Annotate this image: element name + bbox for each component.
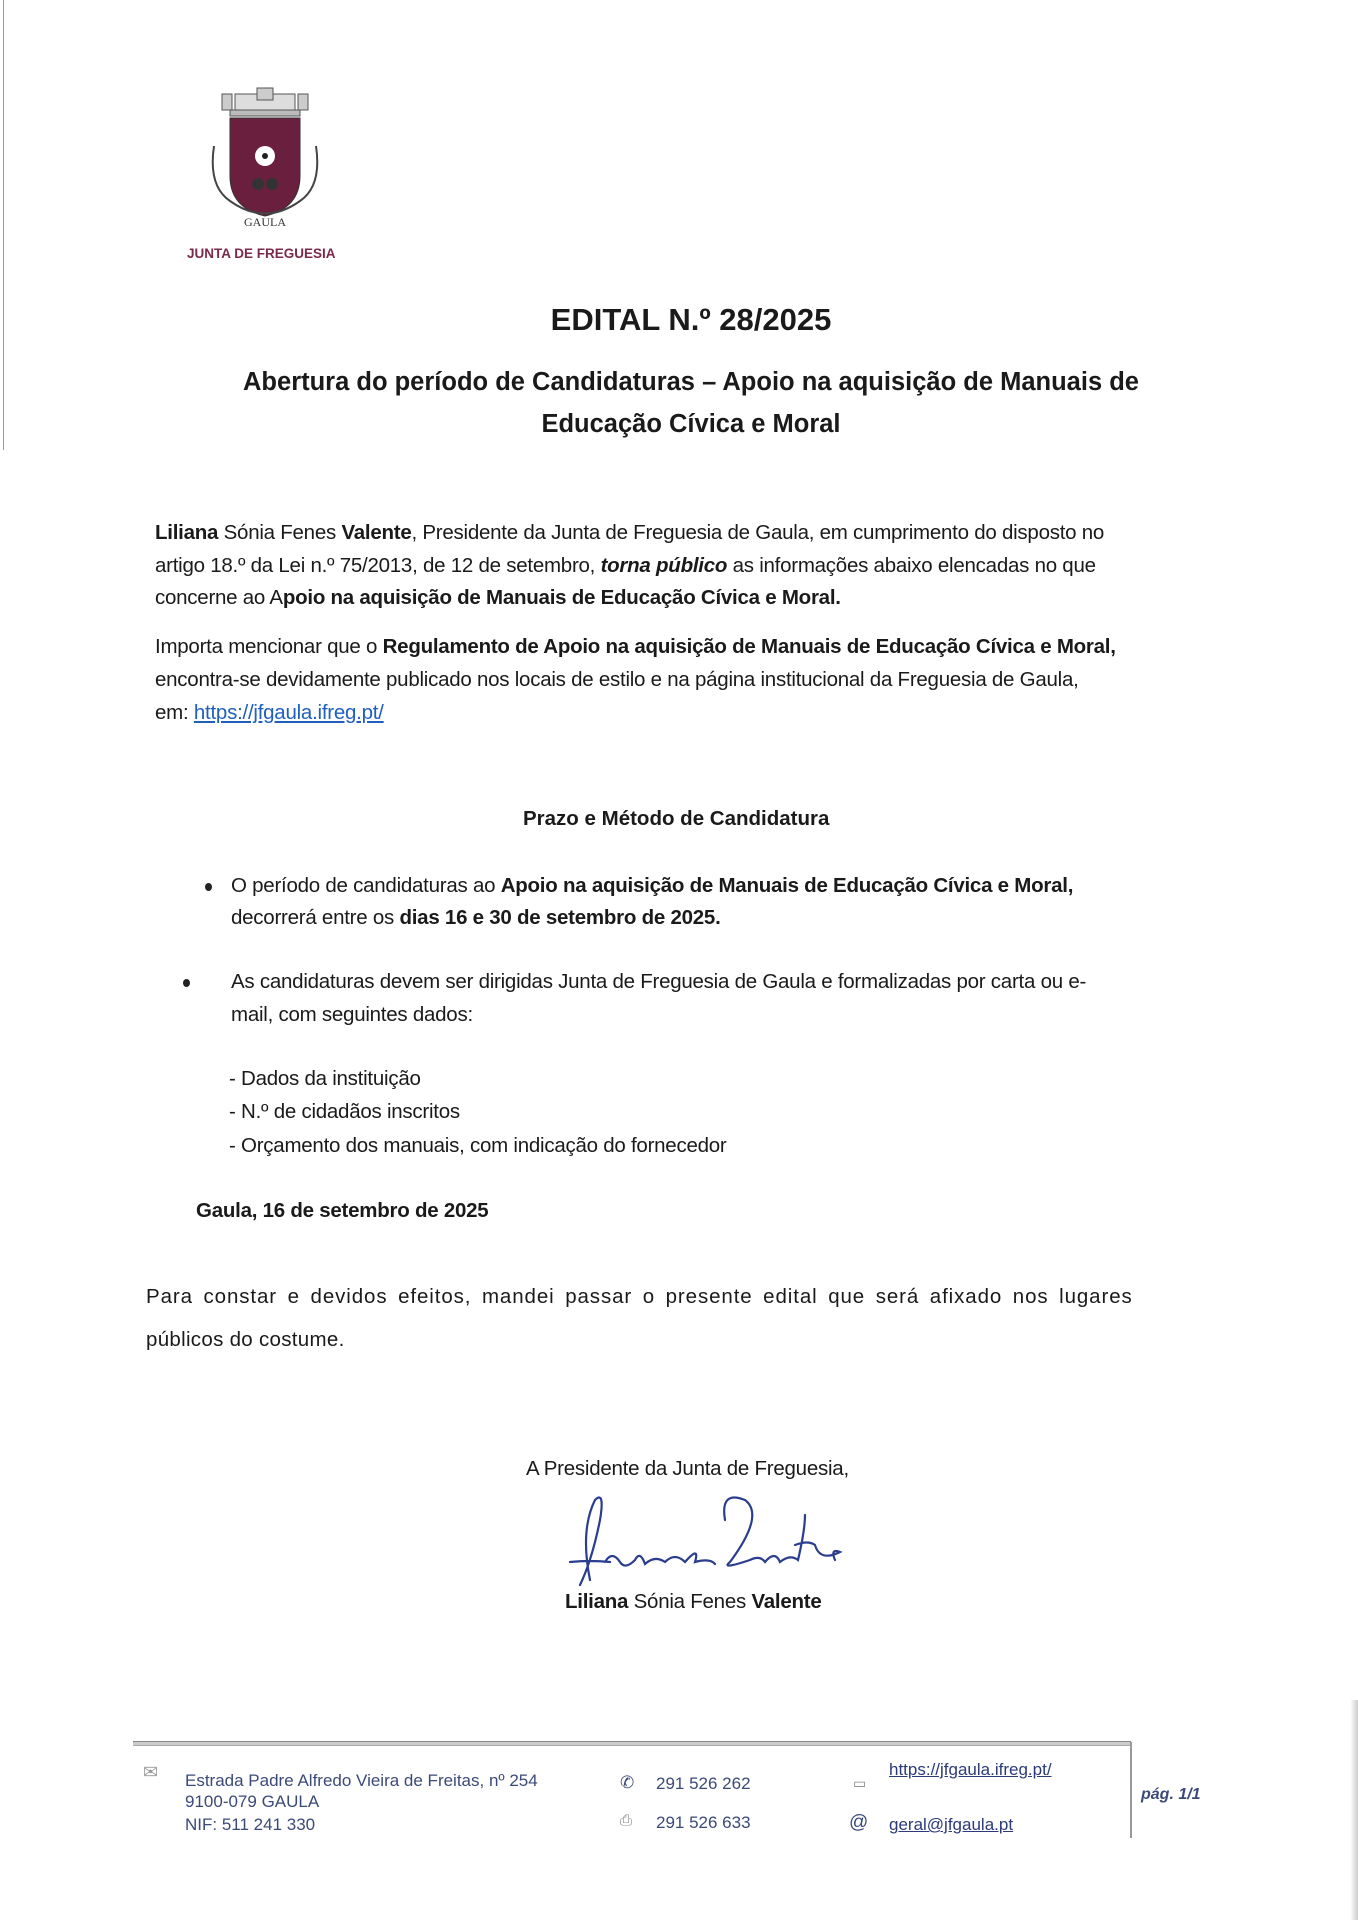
envelope-icon: ✉ [143, 1762, 159, 1782]
footer-address-2: 9100-079 GAULA [185, 1792, 320, 1811]
page-number: pág. 1/1 [1141, 1786, 1201, 1803]
footer-email [889, 1815, 1013, 1835]
footer-address-1: Estrada Padre Alfredo Vieira de Freitas, nº 254 [185, 1771, 538, 1790]
emphasis: torna público [600, 554, 728, 577]
text: Liliana [565, 1590, 629, 1613]
text: em: [155, 701, 194, 724]
text: O período de candidaturas ao [231, 874, 501, 897]
intro-paragraph-line-3 [155, 586, 841, 610]
bullet-icon [205, 883, 212, 891]
handwritten-signature [550, 1490, 850, 1595]
subtitle-line-1: Abertura do período de Candidaturas – Apoio na aquisição de Manuais de [243, 368, 1139, 396]
bullet-icon [183, 979, 190, 987]
footer-website [889, 1760, 1052, 1780]
footer-website-link[interactable]: https://jfgaula.ifreg.pt/ [889, 1760, 1052, 1779]
intro-paragraph-line-2 [155, 554, 1096, 578]
text: Valente [751, 1590, 822, 1613]
signatory-role: A Presidente da Junta de Freguesia, [526, 1457, 849, 1480]
footer-nif: NIF: 511 241 330 [185, 1815, 316, 1834]
text: artigo 18.º da Lei n.º 75/2013, de 12 de setembro, [155, 554, 601, 577]
intro-paragraph-line-1 [155, 521, 1104, 545]
text: Sónia Fenes [628, 1590, 752, 1613]
regulation-paragraph-line-2: encontra-se devidamente publicado nos locais de estilo e na página institucional da Freguesia de Gaula, [155, 668, 1079, 691]
president-last-name: Valente [341, 521, 412, 544]
footer-divider [133, 1741, 1131, 1746]
bullet-2-line-2: mail, com seguintes dados: [231, 1003, 473, 1026]
text: , Presidente da Junta de Freguesia de Gaula, em cumprimento do disposto no [411, 521, 1105, 544]
subtitle-line-2: Educação Cívica e Moral [541, 410, 841, 438]
footer-email-link[interactable]: geral@jfgaula.pt [889, 1815, 1014, 1834]
emphasis: Regulamento de Apoio na aquisição de Manuais de Educação Cívica e Moral, [382, 635, 1116, 658]
regulation-paragraph-line-3 [155, 701, 384, 725]
emphasis: poio na aquisição de Manuais de Educação Cívica e Moral. [282, 586, 841, 609]
requirement-item: - Orçamento dos manuais, com indicação do fornecedor [229, 1134, 727, 1157]
signatory-name [565, 1590, 821, 1614]
text: as informações abaixo elencadas no que [727, 554, 1096, 577]
scan-edge-right [1350, 1700, 1358, 1920]
emphasis: Apoio na aquisição de Manuais de Educação Cívica e Moral, [500, 874, 1074, 897]
text: concerne ao A [155, 586, 283, 609]
coat-of-arms-logo [200, 86, 330, 236]
website-link[interactable]: https://jfgaula.ifreg.pt/ [193, 701, 384, 724]
bullet-1-line-2 [231, 906, 721, 930]
closing-line-2: públicos do costume. [146, 1328, 345, 1351]
bullet-1-line-1 [231, 874, 1073, 898]
requirement-item: - Dados da instituição [229, 1067, 421, 1090]
computer-icon: ▭ [853, 1775, 867, 1791]
section-title: Prazo e Método de Candidatura [523, 807, 830, 830]
requirement-item: - N.º de cidadãos inscritos [229, 1100, 460, 1123]
phone-icon: ✆ [620, 1773, 635, 1792]
fax-icon: ⎙ [620, 1812, 633, 1829]
regulation-paragraph-line-1 [155, 635, 1116, 659]
president-first-name: Liliana [155, 521, 219, 544]
footer-fax: 291 526 633 [656, 1813, 751, 1832]
closing-line-1: Para constar e devidos efeitos, mandei passar o presente edital que será afixado nos lugares [146, 1285, 1133, 1308]
date-line: Gaula, 16 de setembro de 2025 [196, 1199, 489, 1222]
at-icon: @ [849, 1812, 869, 1833]
footer-vertical-divider [1130, 1742, 1132, 1838]
org-label: JUNTA DE FREGUESIA [187, 246, 336, 261]
bullet-2-line-1: As candidaturas devem ser dirigidas Junta de Freguesia de Gaula e formalizadas por carta ou e- [231, 970, 1087, 993]
text: Importa mencionar que o [155, 635, 383, 658]
text: decorrerá entre os [231, 906, 400, 929]
crest-motto: GAULA [244, 215, 286, 229]
emphasis: dias 16 e 30 de setembro de 2025. [399, 906, 721, 929]
page-title: EDITAL N.º 28/2025 [550, 302, 832, 337]
text: Sónia Fenes [218, 521, 342, 544]
footer-phone: 291 526 262 [656, 1774, 751, 1793]
